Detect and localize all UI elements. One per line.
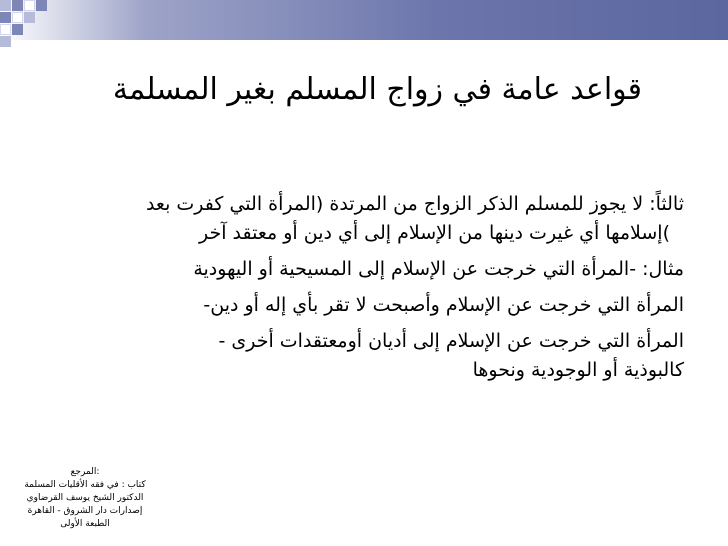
reference-line: الدكتور الشيخ يوسف القرضاوي: [26, 493, 144, 503]
paragraph-example: [44, 255, 684, 284]
deco-square: [12, 0, 23, 11]
reference-note: [10, 466, 160, 531]
slide-body: [44, 190, 684, 392]
reference-line: كتاب : في فقه الأقليات المسلمة: [24, 480, 146, 490]
deco-square: [24, 12, 35, 23]
deco-square: [0, 24, 11, 35]
decorative-squares: [0, 0, 60, 60]
text-line: ثالثاً: لا يجوز للمسلم الذكر الزواج من المرتدة (المرأة التي كفرت بعد: [145, 193, 684, 215]
header-banner: [0, 0, 728, 40]
text-line: كالبوذية أو الوجودية ونحوها: [472, 359, 684, 381]
text-line: المرأة التي خرجت عن الإسلام وأصبحت لا تقر بأي إله أو دين-: [203, 294, 684, 316]
text-line: المرأة التي خرجت عن الإسلام إلى أديان أومعتقدات أخرى -: [218, 330, 684, 352]
paragraph-example: [44, 291, 684, 320]
deco-square: [36, 0, 47, 11]
slide-title: قواعد عامة في زواج المسلم بغير المسلمة: [112, 72, 642, 107]
deco-square: [0, 0, 11, 11]
reference-line: الطبعة الأولى: [60, 519, 110, 529]
reference-heading: :المرجع: [70, 467, 100, 477]
paragraph-rule: [44, 190, 684, 248]
text-line: )إسلامها أي غيرت دينها من الإسلام إلى أي دين أو معتقد آخر: [199, 222, 670, 244]
reference-line: إصدارات دار الشروق - القاهرة: [27, 506, 143, 516]
deco-square: [0, 12, 11, 23]
deco-square: [0, 36, 11, 47]
deco-square: [24, 0, 35, 11]
deco-square: [12, 12, 23, 23]
paragraph-example: [44, 327, 684, 385]
deco-square: [12, 24, 23, 35]
text-line: مثال: -المرأة التي خرجت عن الإسلام إلى المسيحية أو اليهودية: [193, 258, 684, 280]
